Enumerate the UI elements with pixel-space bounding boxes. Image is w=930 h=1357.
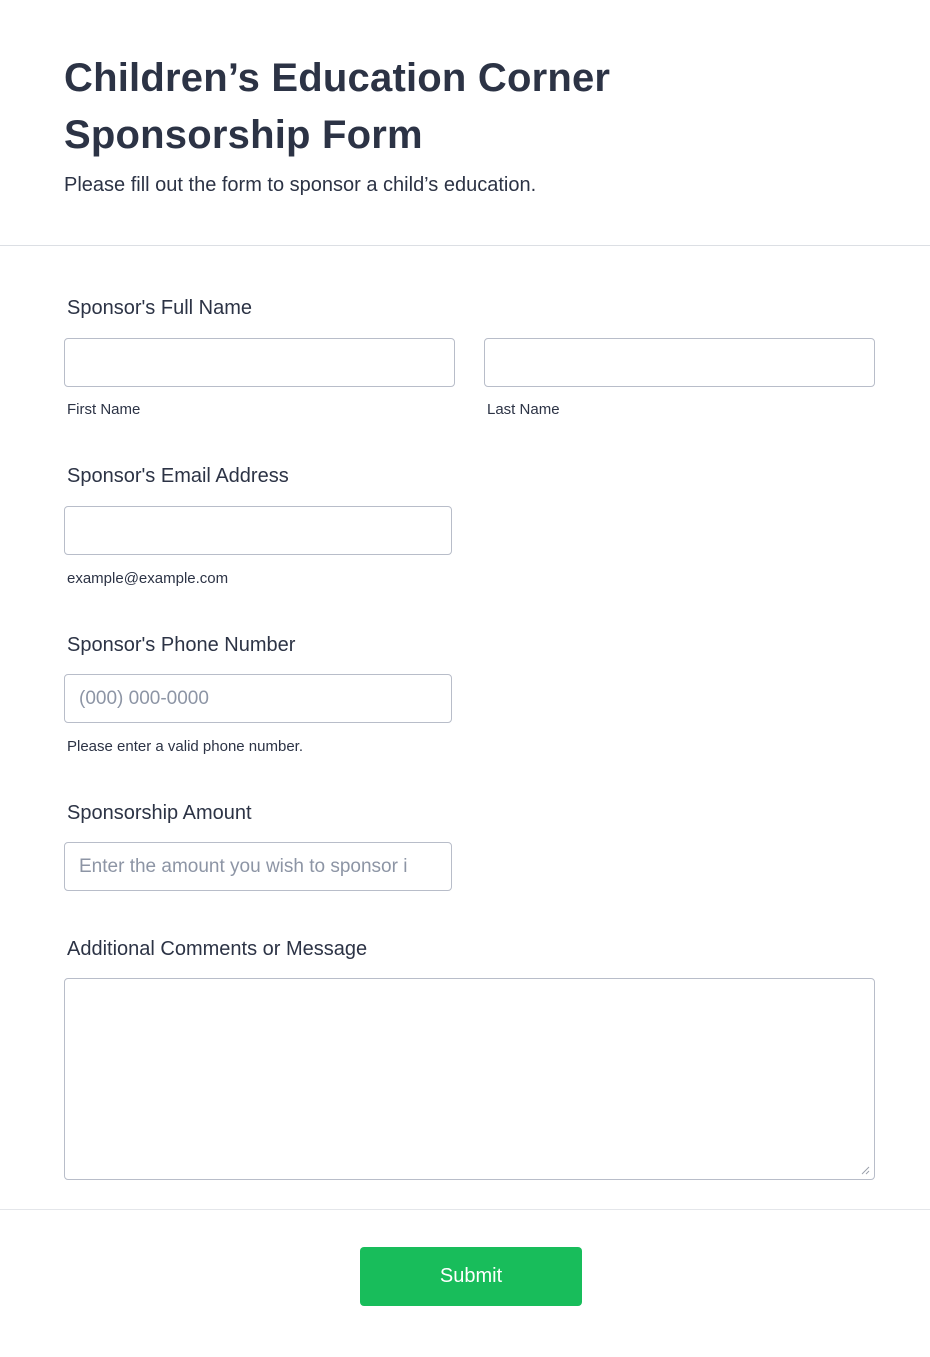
full-name-label: Sponsor's Full Name (67, 297, 252, 319)
comments-textarea[interactable] (64, 978, 875, 1180)
comments-label: Additional Comments or Message (67, 938, 368, 960)
phone-sublabel: Please enter a valid phone number. (67, 738, 303, 755)
resize-handle-icon[interactable] (860, 1165, 870, 1175)
form-title: Children’s Education Corner Sponsorship Form (64, 56, 611, 157)
submit-button[interactable]: Submit (360, 1247, 582, 1306)
email-input[interactable] (64, 506, 452, 555)
comments-textarea-wrapper (64, 978, 875, 1180)
amount-input[interactable] (64, 842, 452, 891)
form-footer (0, 1210, 930, 1356)
form-body (0, 246, 930, 1210)
email-sublabel: example@example.com (67, 570, 229, 587)
phone-input[interactable] (64, 674, 452, 723)
amount-label: Sponsorship Amount (67, 802, 252, 824)
email-label: Sponsor's Email Address (67, 465, 289, 487)
first-name-sublabel: First Name (67, 401, 141, 418)
first-name-input[interactable] (64, 338, 455, 387)
last-name-sublabel: Last Name (487, 401, 560, 418)
form-header (0, 0, 930, 246)
phone-label: Sponsor's Phone Number (67, 634, 296, 656)
last-name-input[interactable] (484, 338, 875, 387)
form-subtitle: Please fill out the form to sponsor a child’s education. (64, 174, 537, 196)
